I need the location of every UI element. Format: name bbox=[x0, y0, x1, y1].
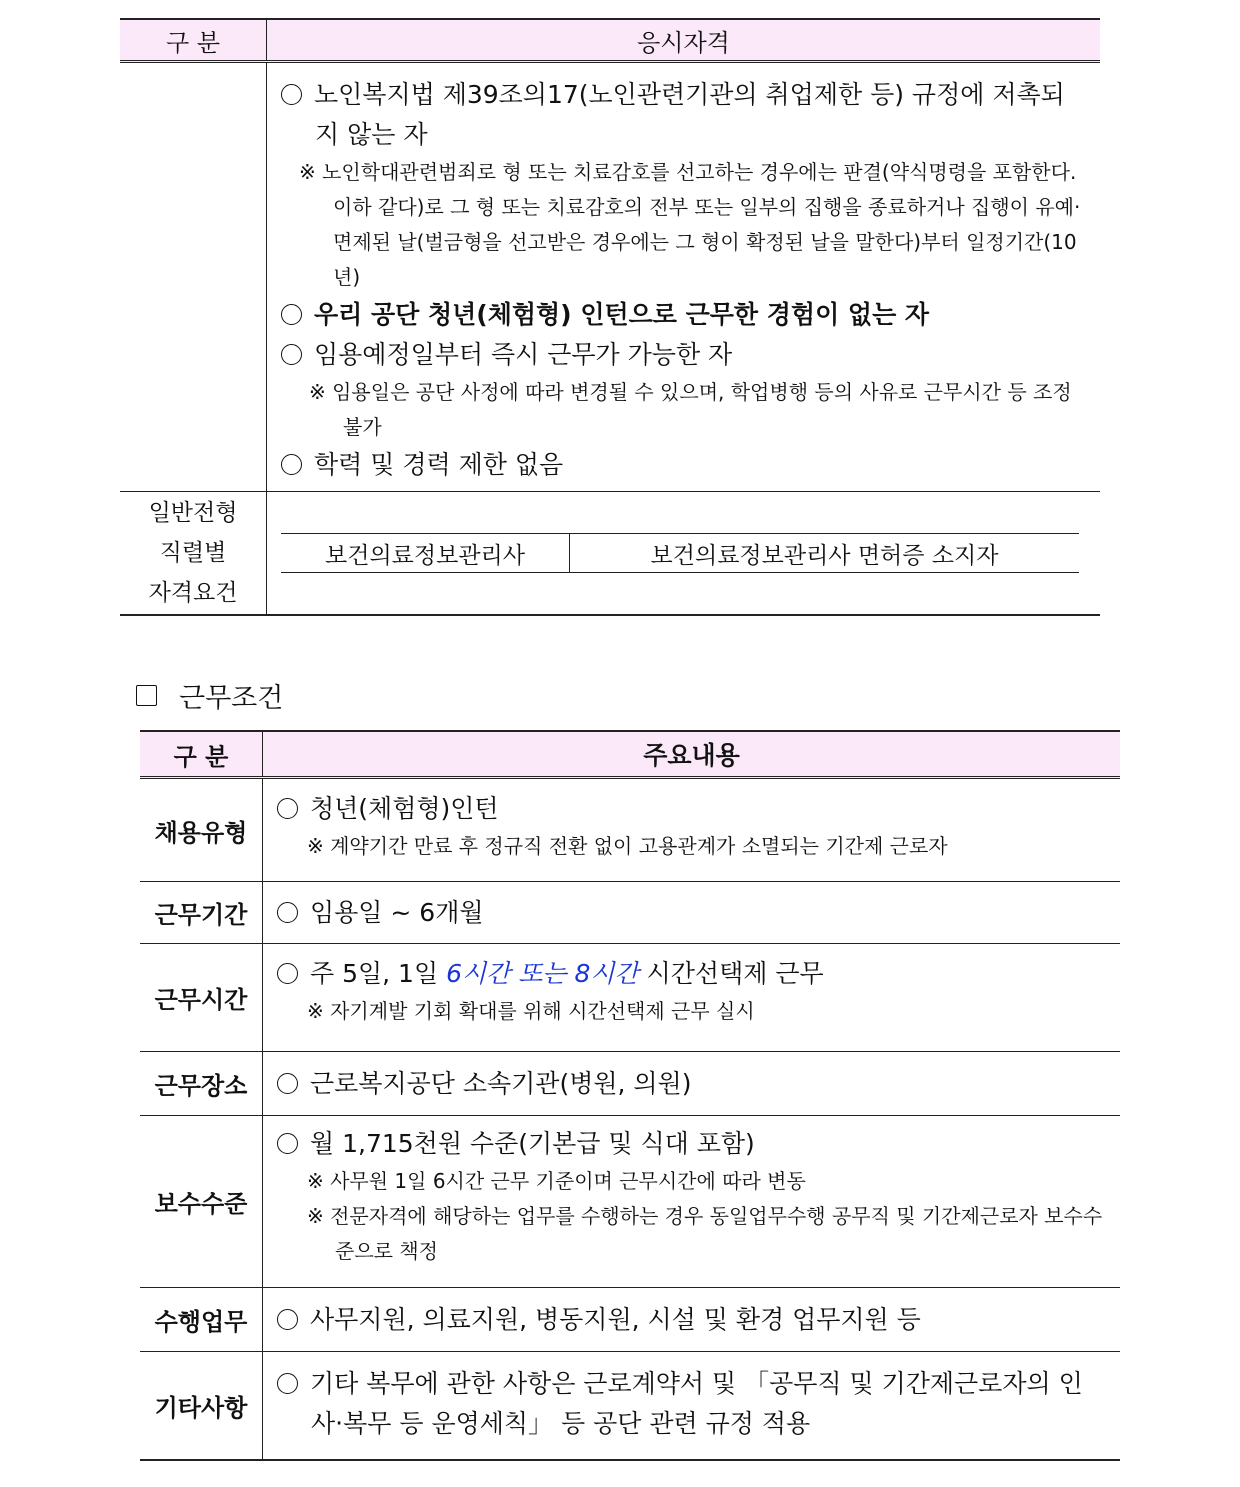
working-conditions-table bbox=[140, 730, 1120, 1461]
list-item bbox=[281, 295, 1086, 335]
table-row bbox=[140, 1352, 1120, 1460]
note bbox=[277, 994, 1106, 1029]
note bbox=[277, 829, 1106, 864]
note-text: ※ 사무원 1일 6시간 근무 기준이며 근무시간에 따라 변동 bbox=[307, 1169, 806, 1193]
row-label: 채용유형 bbox=[140, 778, 263, 882]
circle-bullet-icon bbox=[281, 344, 302, 365]
circle-bullet-icon bbox=[277, 902, 298, 923]
note-text: ※ 자기계발 기회 확대를 위해 시간선택제 근무 실시 bbox=[307, 999, 755, 1023]
item-text: 사무지원, 의료지원, 병동지원, 시설 및 환경 업무지원 등 bbox=[310, 1304, 921, 1334]
label-line: 자격요건 bbox=[148, 580, 238, 606]
item-text: 근로복지공단 소속기관(병원, 의원) bbox=[310, 1068, 692, 1098]
circle-bullet-icon bbox=[277, 1309, 298, 1330]
row-content bbox=[263, 1352, 1121, 1460]
circle-bullet-icon bbox=[277, 1373, 298, 1394]
table-header bbox=[140, 731, 1120, 778]
qualification-text: 학력 및 경력 제한 없음 bbox=[314, 450, 564, 479]
job-title: 보건의료정보관리사 bbox=[281, 534, 570, 573]
label-line: 일반전형 bbox=[148, 500, 238, 526]
job-requirements-label bbox=[120, 492, 267, 616]
note bbox=[281, 155, 1086, 295]
header-main-content: 주요내용 bbox=[263, 731, 1121, 778]
item-text: 기타 복무에 관한 사항은 근로계약서 및 「공무직 및 기간제근로자의 인사‧복무 등 운영세칙」 등 공단 관련 규정 적용 bbox=[310, 1369, 1083, 1439]
header-category: 구 분 bbox=[140, 731, 263, 778]
item-text: 청년(체험형)인턴 bbox=[310, 794, 499, 823]
row-label: 근무시간 bbox=[140, 944, 263, 1052]
note-text: ※ 노인학대관련범죄로 형 또는 치료감호를 선고하는 경우에는 판결(약식명령을 포함한다. 이하 같다)로 그 형 또는 치료감호의 전부 또는 일부의 집행을 종료하거나 집행이 유예‧면제된 날(벌금형을 선고받은 경우에는 그 형이 확정된 날을 말한다)부터 일정기간(10년) bbox=[299, 160, 1081, 289]
qualification-text: 우리 공단 청년(체험형) 인턴으로 근무한 경험이 없는 자 bbox=[314, 300, 930, 329]
label-line: 직렬별 bbox=[159, 540, 227, 566]
list-item bbox=[281, 445, 1086, 485]
qualification-text: 노인복지법 제39조의17(노인관련기관의 취업제한 등) 규정에 저촉되지 않는 자 bbox=[314, 80, 1065, 149]
item-text: 임용일 ~ 6개월 bbox=[310, 897, 484, 927]
item-text: 월 1,715천원 수준(기본급 및 식대 포함) bbox=[310, 1129, 755, 1158]
highlighted-hours: 6시간 또는 8시간 bbox=[446, 959, 639, 988]
list-item bbox=[277, 1364, 1106, 1444]
table-row bbox=[140, 1052, 1120, 1116]
table-row bbox=[140, 778, 1120, 882]
row-label: 보수수준 bbox=[140, 1116, 263, 1288]
row-content bbox=[263, 778, 1121, 882]
list-item bbox=[281, 335, 1086, 375]
row-content bbox=[263, 882, 1121, 944]
list-item bbox=[277, 1300, 1106, 1340]
list-item bbox=[277, 954, 1106, 994]
table-row bbox=[140, 944, 1120, 1052]
table-header bbox=[120, 19, 1100, 62]
section-title bbox=[136, 676, 283, 715]
note-text: ※ 계약기간 만료 후 정규직 전환 없이 고용관계가 소멸되는 기간제 근로자 bbox=[307, 834, 948, 858]
square-bullet-icon bbox=[136, 685, 157, 706]
table-row bbox=[140, 1116, 1120, 1288]
list-item bbox=[277, 893, 1106, 933]
row-content bbox=[263, 1288, 1121, 1352]
list-item bbox=[277, 1064, 1106, 1104]
table-row bbox=[120, 62, 1100, 492]
row-content bbox=[263, 1052, 1121, 1116]
row-content bbox=[263, 944, 1121, 1052]
row-label: 수행업무 bbox=[140, 1288, 263, 1352]
note bbox=[281, 375, 1086, 445]
row-label: 근무장소 bbox=[140, 1052, 263, 1116]
list-item bbox=[277, 1124, 1106, 1164]
job-requirement: 보건의료정보관리사 면허증 소지자 bbox=[570, 534, 1080, 573]
note bbox=[277, 1199, 1106, 1269]
circle-bullet-icon bbox=[281, 454, 302, 475]
section-title-text: 근무조건 bbox=[179, 683, 284, 714]
item-text: 시간선택제 근무 bbox=[638, 959, 824, 988]
circle-bullet-icon bbox=[281, 84, 302, 105]
list-item bbox=[277, 789, 1106, 829]
qualifications-table bbox=[120, 18, 1100, 616]
note-text: ※ 임용일은 공단 사정에 따라 변경될 수 있으며, 학업병행 등의 사유로 근무시간 등 조정 불가 bbox=[309, 380, 1072, 439]
table-row bbox=[140, 882, 1120, 944]
row-label: 기타사항 bbox=[140, 1352, 263, 1460]
job-requirements-cell bbox=[267, 492, 1101, 616]
table-row bbox=[281, 534, 1079, 573]
qualification-text: 임용예정일부터 즉시 근무가 가능한 자 bbox=[314, 340, 733, 369]
qualifications-cell bbox=[267, 62, 1101, 492]
circle-bullet-icon bbox=[277, 1133, 298, 1154]
table-row bbox=[140, 1288, 1120, 1352]
job-requirements-table bbox=[281, 533, 1079, 573]
circle-bullet-icon bbox=[281, 304, 302, 325]
circle-bullet-icon bbox=[277, 798, 298, 819]
header-qualifications: 응시자격 bbox=[267, 19, 1101, 62]
table-row bbox=[120, 492, 1100, 616]
circle-bullet-icon bbox=[277, 1073, 298, 1094]
note-text: ※ 전문자격에 해당하는 업무를 수행하는 경우 동일업무수행 공무직 및 기간제근로자 보수수준으로 책정 bbox=[307, 1204, 1103, 1263]
circle-bullet-icon bbox=[277, 963, 298, 984]
row-label: 근무기간 bbox=[140, 882, 263, 944]
row-content bbox=[263, 1116, 1121, 1288]
note bbox=[277, 1164, 1106, 1199]
item-text: 주 5일, 1일 bbox=[310, 959, 447, 988]
row-label-empty bbox=[120, 62, 267, 492]
header-category: 구 분 bbox=[120, 19, 267, 62]
list-item bbox=[281, 75, 1086, 155]
